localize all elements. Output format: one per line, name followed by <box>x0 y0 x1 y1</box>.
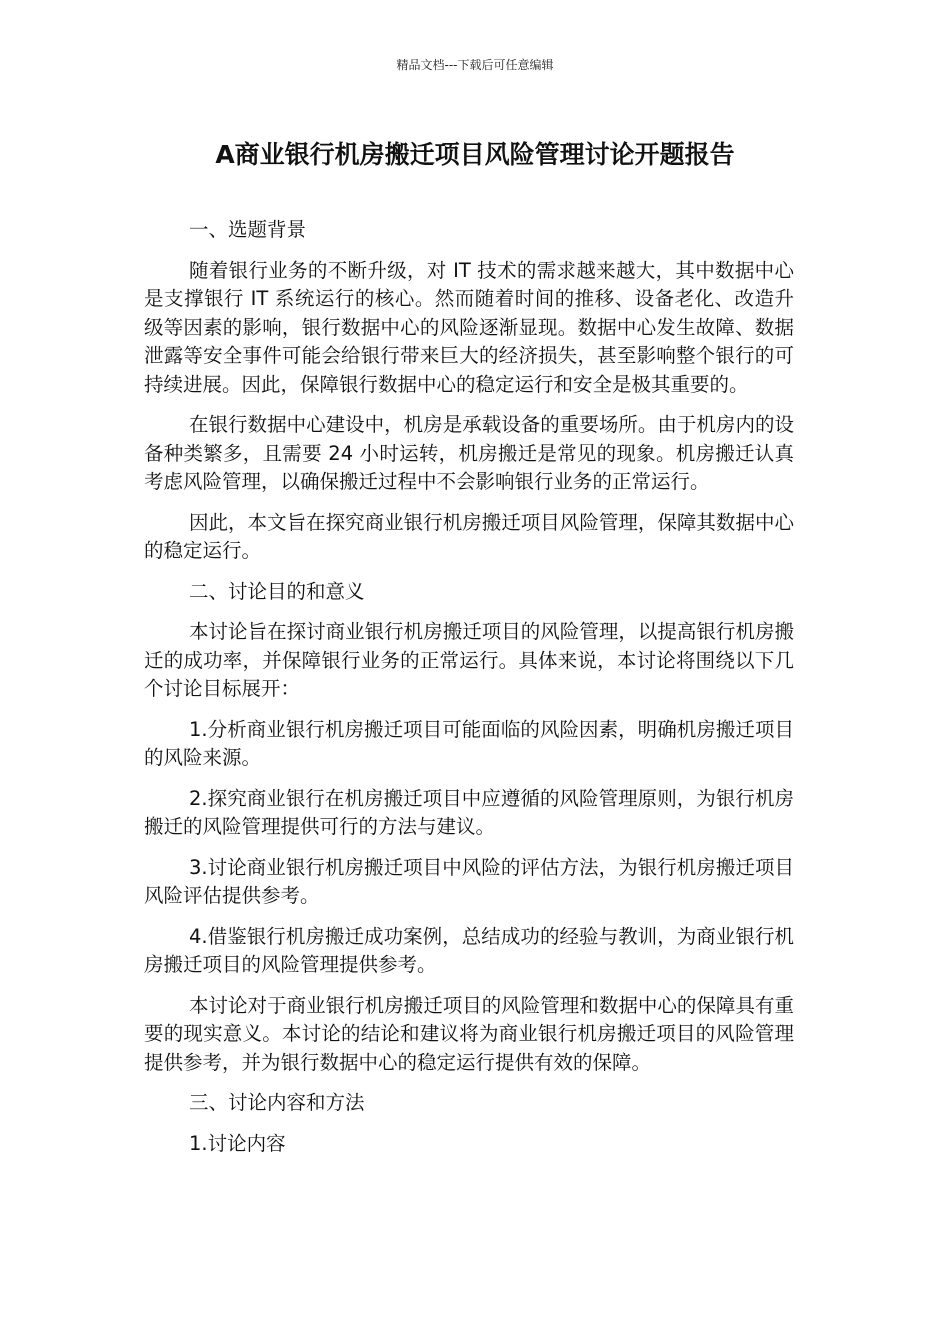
list-item: 1.分析商业银行机房搬迁项目可能面临的风险因素，明确机房搬迁项目的风险来源。 <box>144 717 794 769</box>
list-item: 2.探究商业银行在机房搬迁项目中应遵循的风险管理原则，为银行机房搬迁的风险管理提供可行的方法与建议。 <box>144 786 794 838</box>
document-title: A商业银行机房搬迁项目风险管理讨论开题报告 <box>215 140 735 169</box>
paragraph: 因此，本文旨在探究商业银行机房搬迁项目风险管理，保障其数据中心的稳定运行。 <box>144 510 794 562</box>
paragraph: 随着银行业务的不断升级，对 IT 技术的需求越来越大，其中数据中心是支撑银行 IT 系统运行的核心。然而随着时间的推移、设备老化、改造升级等因素的影响，银行数据中心的风险逐渐显现。数据中心发生故障、数据泄露等安全事件可能会给银行带来巨大的经济损失，甚至影响整个银行的可持续进展。因此，保障银行数据中心的稳定运行和安全是极其重要的。 <box>144 258 794 396</box>
section-heading-purpose: 二、讨论目的和意义 <box>189 579 365 603</box>
document-body <box>144 216 794 1170</box>
header-note: 精品文档---下载后可任意编辑 <box>396 58 554 72</box>
subsection-heading-content: 1.讨论内容 <box>189 1131 286 1155</box>
section-heading-background: 一、选题背景 <box>189 218 307 241</box>
list-item: 3.讨论商业银行机房搬迁项目中风险的评估方法，为银行机房搬迁项目风险评估提供参考。 <box>144 855 794 907</box>
paragraph: 本讨论旨在探讨商业银行机房搬迁项目的风险管理，以提高银行机房搬迁的成功率，并保障银行业务的正常运行。具体来说，本讨论将围绕以下几个讨论目标展开： <box>144 620 794 700</box>
paragraph: 本讨论对于商业银行机房搬迁项目的风险管理和数据中心的保障具有重要的现实意义。本讨论的结论和建议将为商业银行机房搬迁项目的风险管理提供参考，并为银行数据中心的稳定运行提供有效的保障。 <box>144 993 794 1074</box>
section-heading-content-methods: 三、讨论内容和方法 <box>189 1091 365 1114</box>
list-item: 4.借鉴银行机房搬迁成功案例，总结成功的经验与教训，为商业银行机房搬迁项目的风险管理提供参考。 <box>144 924 794 976</box>
paragraph: 在银行数据中心建设中，机房是承载设备的重要场所。由于机房内的设备种类繁多，且需要 24 小时运转，机房搬迁是常见的现象。机房搬迁认真考虑风险管理，以确保搬迁过程中不会影响银行业务的正常运行。 <box>144 413 794 493</box>
